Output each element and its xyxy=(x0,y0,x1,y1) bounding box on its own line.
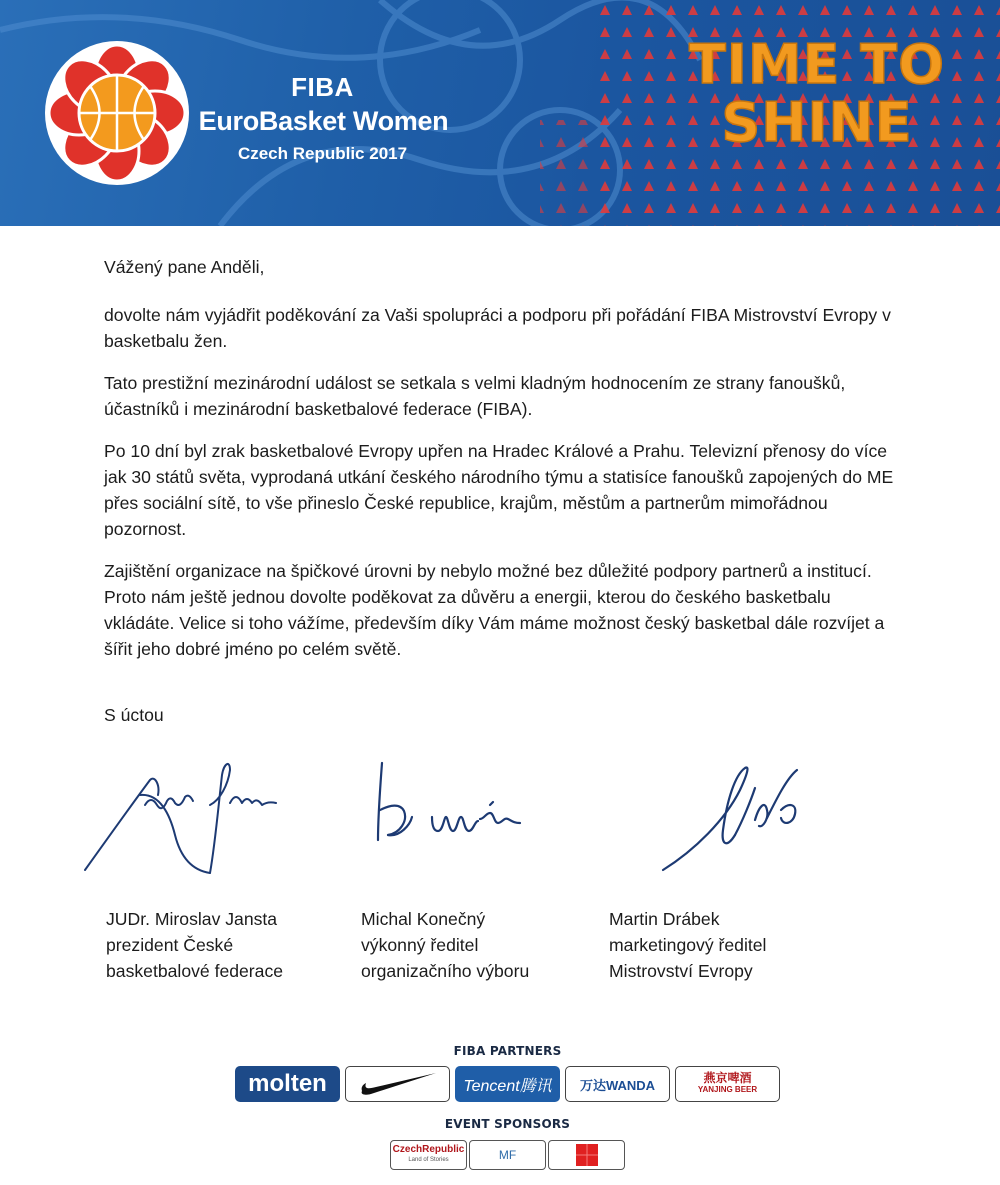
paragraph-3: Po 10 dní byl zrak basketbalové Evropy upřen na Hradec Králové a Prahu. Televizní přenosy do více jak 30 států světa, vyprodaná utkání českého národního týmu a statisíce fanoušků zapojených do ME přes sociální sítě, to vše přineslo České republice, krajům, městům a partnerům mimořádnou pozornost. xyxy=(104,441,894,539)
signer-name: JUDr. Miroslav Jansta xyxy=(106,909,278,929)
eurobasket-emblem-icon xyxy=(42,38,192,188)
partners-heading: FIBA PARTNERS xyxy=(453,1044,562,1058)
salutation: Vážený pane Anděli, xyxy=(104,257,265,277)
signer-role-line-2: basketbalové federace xyxy=(106,961,284,981)
event-location-year: Czech Republic 2017 xyxy=(237,144,408,163)
closing: S úctou xyxy=(104,705,164,725)
paragraph-1: dovolte nám vyjádřit poděkování za Vaši spolupráci a podporu při pořádání FIBA Mistrovství Evropy v basketbalu žen. xyxy=(104,305,891,351)
sponsors-heading: EVENT SPONSORS xyxy=(444,1117,571,1131)
fiba-logo-text: FIBA xyxy=(291,72,354,102)
wanda-logo xyxy=(565,1066,670,1102)
paragraph-4: Zajištění organizace na špičkové úrovni by nebylo možné bez důležité podpory partnerů a institucí. Proto nám ještě jednou dovolte poděkovat za důvěru a energii, kterou do českého basketbalu vkládáte. Velice si toho vážíme, především díky Vám máme možnost český basketbal dále rozvíjet a šířit jeho dobré jméno po celém světě. xyxy=(104,561,885,659)
mfi-logo-text: MF xyxy=(498,1148,517,1162)
czech-logo-sub: Land of Stories xyxy=(408,1157,449,1163)
signer-role-line-1: marketingový ředitel xyxy=(609,935,767,955)
paragraph-2: Tato prestižní mezinárodní událost se setkala s velmi kladným hodnocením ze strany fanoušků, účastníků i mezinárodní basketbalové federace (FIBA). xyxy=(104,373,846,419)
header-banner xyxy=(0,0,1000,226)
signer-name: Martin Drábek xyxy=(609,909,720,929)
slogan-line-2: SHINE xyxy=(721,91,913,154)
signer-role-line-1: výkonný ředitel xyxy=(361,935,479,955)
yanjing-logo xyxy=(675,1066,780,1102)
signature-jansta xyxy=(80,755,290,880)
signer-konecny xyxy=(361,906,529,984)
signer-role-line-2: organizačního výboru xyxy=(361,961,530,981)
nike-logo xyxy=(345,1066,450,1102)
czech-republic-logo xyxy=(390,1140,467,1170)
signature-konecny xyxy=(360,755,540,860)
signer-name: Michal Konečný xyxy=(361,909,486,929)
signer-role-line-2: Mistrovství Evropy xyxy=(609,961,753,981)
mfi-logo xyxy=(469,1140,546,1170)
signer-role-line-1: prezident České xyxy=(106,935,234,955)
event-name: EuroBasket Women xyxy=(198,106,449,136)
signer-drabek xyxy=(609,906,766,984)
tencent-logo xyxy=(455,1066,560,1102)
yanjing-logo-en: YANJING BEER xyxy=(697,1085,758,1094)
czech-logo-text: CzechRepublic xyxy=(392,1144,465,1155)
red-square-icon xyxy=(576,1144,598,1166)
slogan-line-1: TIME TO xyxy=(688,33,946,96)
slogan xyxy=(672,33,962,154)
molten-logo-text: molten xyxy=(248,1070,327,1097)
yanjing-logo-cn: 燕京啤酒 xyxy=(703,1071,752,1085)
signer-jansta xyxy=(106,906,283,984)
molten-logo xyxy=(235,1066,340,1102)
letter-body xyxy=(104,254,904,678)
signature-drabek xyxy=(655,760,825,880)
wanda-logo-text: 万达WANDA xyxy=(579,1077,656,1093)
nike-swoosh-icon xyxy=(358,1071,438,1097)
red-square-logo xyxy=(548,1140,625,1170)
tencent-logo-text: Tencent腾讯 xyxy=(463,1077,552,1095)
